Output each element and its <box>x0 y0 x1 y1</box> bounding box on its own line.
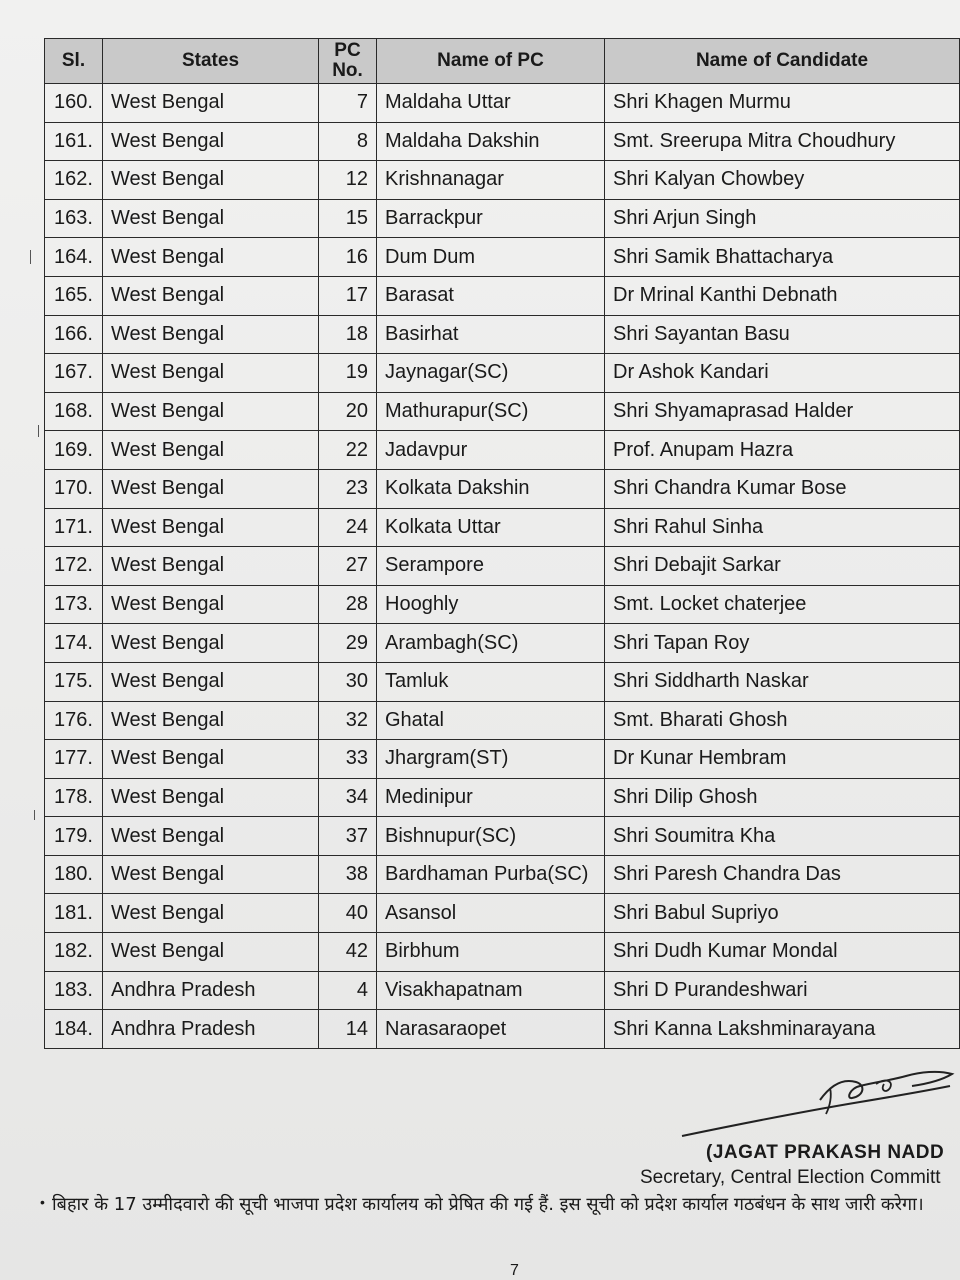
cell-state: West Bengal <box>103 199 319 238</box>
cell-candidate: Shri Dilip Ghosh <box>605 778 960 817</box>
cell-candidate: Shri Debajit Sarkar <box>605 547 960 586</box>
cell-pc-name: Asansol <box>377 894 605 933</box>
cell-state: West Bengal <box>103 933 319 972</box>
table-row <box>45 276 960 315</box>
cell-candidate: Shri Sayantan Basu <box>605 315 960 354</box>
cell-candidate: Shri Dudh Kumar Mondal <box>605 933 960 972</box>
candidate-table <box>44 38 960 1049</box>
cell-sl: 173. <box>45 585 103 624</box>
cell-pc-no: 28 <box>319 585 377 624</box>
cell-pc-no: 7 <box>319 84 377 123</box>
cell-pc-no: 34 <box>319 778 377 817</box>
cell-candidate: Shri Soumitra Kha <box>605 817 960 856</box>
table-row <box>45 508 960 547</box>
cell-sl: 169. <box>45 431 103 470</box>
cell-sl: 161. <box>45 122 103 161</box>
cell-sl: 184. <box>45 1010 103 1049</box>
table-row <box>45 354 960 393</box>
margin-mark <box>34 810 35 820</box>
table-row <box>45 971 960 1010</box>
cell-pc-no: 40 <box>319 894 377 933</box>
cell-sl: 179. <box>45 817 103 856</box>
cell-pc-no: 38 <box>319 855 377 894</box>
cell-pc-name: Mathurapur(SC) <box>377 392 605 431</box>
cell-pc-no: 33 <box>319 740 377 779</box>
cell-sl: 163. <box>45 199 103 238</box>
cell-state: West Bengal <box>103 315 319 354</box>
cell-sl: 178. <box>45 778 103 817</box>
cell-state: West Bengal <box>103 508 319 547</box>
cell-pc-no: 27 <box>319 547 377 586</box>
cell-pc-no: 20 <box>319 392 377 431</box>
cell-sl: 170. <box>45 469 103 508</box>
table-row <box>45 585 960 624</box>
cell-state: West Bengal <box>103 354 319 393</box>
margin-mark <box>38 425 39 437</box>
header-pc-no <box>319 39 377 84</box>
cell-sl: 166. <box>45 315 103 354</box>
cell-pc-name: Bardhaman Purba(SC) <box>377 855 605 894</box>
cell-sl: 174. <box>45 624 103 663</box>
cell-pc-no: 16 <box>319 238 377 277</box>
cell-pc-no: 15 <box>319 199 377 238</box>
cell-pc-name: Barasat <box>377 276 605 315</box>
header-sl: Sl. <box>45 39 103 84</box>
cell-pc-name: Medinipur <box>377 778 605 817</box>
cell-state: West Bengal <box>103 894 319 933</box>
cell-pc-no: 23 <box>319 469 377 508</box>
cell-pc-no: 19 <box>319 354 377 393</box>
table-row <box>45 547 960 586</box>
cell-candidate: Shri D Purandeshwari <box>605 971 960 1010</box>
cell-pc-name: Hooghly <box>377 585 605 624</box>
table-row <box>45 84 960 123</box>
cell-pc-name: Visakhapatnam <box>377 971 605 1010</box>
cell-candidate: Shri Paresh Chandra Das <box>605 855 960 894</box>
cell-pc-name: Barrackpur <box>377 199 605 238</box>
header-name-of-pc: Name of PC <box>377 39 605 84</box>
cell-state: West Bengal <box>103 701 319 740</box>
cell-pc-no: 17 <box>319 276 377 315</box>
cell-pc-no: 37 <box>319 817 377 856</box>
cell-state: West Bengal <box>103 392 319 431</box>
cell-candidate: Shri Siddharth Naskar <box>605 662 960 701</box>
cell-pc-name: Jadavpur <box>377 431 605 470</box>
table-body <box>45 84 960 1049</box>
cell-state: West Bengal <box>103 84 319 123</box>
cell-candidate: Dr Kunar Hembram <box>605 740 960 779</box>
table-row <box>45 122 960 161</box>
cell-pc-no: 32 <box>319 701 377 740</box>
cell-pc-no: 18 <box>319 315 377 354</box>
cell-pc-no: 8 <box>319 122 377 161</box>
table-row <box>45 778 960 817</box>
cell-candidate: Shri Shyamaprasad Halder <box>605 392 960 431</box>
cell-pc-name: Jaynagar(SC) <box>377 354 605 393</box>
page-number: 7 <box>510 1262 519 1279</box>
cell-pc-no: 22 <box>319 431 377 470</box>
cell-sl: 168. <box>45 392 103 431</box>
table-row <box>45 933 960 972</box>
cell-state: West Bengal <box>103 585 319 624</box>
cell-candidate: Shri Tapan Roy <box>605 624 960 663</box>
cell-pc-name: Ghatal <box>377 701 605 740</box>
cell-pc-no: 24 <box>319 508 377 547</box>
table-row <box>45 161 960 200</box>
signatory-title: Secretary, Central Election Committ <box>640 1167 941 1188</box>
cell-sl: 164. <box>45 238 103 277</box>
cell-sl: 175. <box>45 662 103 701</box>
cell-state: West Bengal <box>103 469 319 508</box>
cell-state: Andhra Pradesh <box>103 1010 319 1049</box>
cell-pc-no: 12 <box>319 161 377 200</box>
cell-candidate: Dr Ashok Kandari <box>605 354 960 393</box>
cell-pc-name: Basirhat <box>377 315 605 354</box>
header-states: States <box>103 39 319 84</box>
cell-sl: 172. <box>45 547 103 586</box>
cell-state: West Bengal <box>103 547 319 586</box>
cell-state: West Bengal <box>103 238 319 277</box>
header-name-of-candidate: Name of Candidate <box>605 39 960 84</box>
cell-pc-name: Narasaraopet <box>377 1010 605 1049</box>
cell-state: West Bengal <box>103 662 319 701</box>
cell-pc-no: 29 <box>319 624 377 663</box>
cell-pc-name: Jhargram(ST) <box>377 740 605 779</box>
cell-candidate: Prof. Anupam Hazra <box>605 431 960 470</box>
header-pc-line1: PC <box>334 40 361 61</box>
cell-pc-name: Tamluk <box>377 662 605 701</box>
table-row <box>45 894 960 933</box>
cell-pc-name: Serampore <box>377 547 605 586</box>
cell-candidate: Shri Samik Bhattacharya <box>605 238 960 277</box>
table-header <box>45 39 960 84</box>
cell-sl: 182. <box>45 933 103 972</box>
signatory-name: (JAGAT PRAKASH NADD <box>706 1142 945 1163</box>
cell-pc-name: Arambagh(SC) <box>377 624 605 663</box>
cell-pc-no: 4 <box>319 971 377 1010</box>
table-row <box>45 662 960 701</box>
cell-candidate: Shri Babul Supriyo <box>605 894 960 933</box>
table-row <box>45 624 960 663</box>
cell-candidate: Dr Mrinal Kanthi Debnath <box>605 276 960 315</box>
signature-image <box>680 1066 960 1146</box>
table-row <box>45 392 960 431</box>
header-pc-line2: No. <box>332 60 363 81</box>
cell-candidate: Shri Chandra Kumar Bose <box>605 469 960 508</box>
cell-state: West Bengal <box>103 276 319 315</box>
cell-sl: 165. <box>45 276 103 315</box>
cell-pc-name: Maldaha Dakshin <box>377 122 605 161</box>
cell-candidate: Smt. Bharati Ghosh <box>605 701 960 740</box>
cell-pc-no: 42 <box>319 933 377 972</box>
cell-state: West Bengal <box>103 740 319 779</box>
table-row <box>45 740 960 779</box>
cell-sl: 176. <box>45 701 103 740</box>
cell-pc-name: Kolkata Uttar <box>377 508 605 547</box>
note-bullet: • <box>40 1194 45 1210</box>
cell-candidate: Shri Kanna Lakshminarayana <box>605 1010 960 1049</box>
cell-pc-name: Krishnanagar <box>377 161 605 200</box>
table-row <box>45 431 960 470</box>
cell-candidate: Shri Kalyan Chowbey <box>605 161 960 200</box>
table-row <box>45 315 960 354</box>
cell-pc-no: 30 <box>319 662 377 701</box>
cell-candidate: Shri Rahul Sinha <box>605 508 960 547</box>
table-row <box>45 1010 960 1049</box>
cell-state: West Bengal <box>103 778 319 817</box>
cell-state: West Bengal <box>103 161 319 200</box>
cell-candidate: Smt. Locket chaterjee <box>605 585 960 624</box>
table-row <box>45 199 960 238</box>
cell-pc-no: 14 <box>319 1010 377 1049</box>
table-row <box>45 469 960 508</box>
cell-candidate: Shri Arjun Singh <box>605 199 960 238</box>
cell-state: West Bengal <box>103 122 319 161</box>
table-row <box>45 817 960 856</box>
cell-sl: 181. <box>45 894 103 933</box>
cell-pc-name: Dum Dum <box>377 238 605 277</box>
cell-state: West Bengal <box>103 624 319 663</box>
cell-state: West Bengal <box>103 817 319 856</box>
cell-sl: 160. <box>45 84 103 123</box>
cell-pc-name: Birbhum <box>377 933 605 972</box>
cell-pc-name: Maldaha Uttar <box>377 84 605 123</box>
cell-sl: 183. <box>45 971 103 1010</box>
table-row <box>45 855 960 894</box>
cell-sl: 171. <box>45 508 103 547</box>
hindi-note: बिहार के 17 उम्मीदवारो की सूची भाजपा प्रदेश कार्यालय को प्रेषित की गई हैं. इस सूची को प्रदेश कार्याल गठबंधन के साथ जारी करेगा। <box>52 1194 924 1215</box>
margin-mark <box>30 250 31 264</box>
table-row <box>45 701 960 740</box>
cell-candidate: Smt. Sreerupa Mitra Choudhury <box>605 122 960 161</box>
cell-sl: 167. <box>45 354 103 393</box>
cell-candidate: Shri Khagen Murmu <box>605 84 960 123</box>
cell-state: West Bengal <box>103 431 319 470</box>
table-row <box>45 238 960 277</box>
cell-sl: 162. <box>45 161 103 200</box>
cell-sl: 177. <box>45 740 103 779</box>
cell-state: Andhra Pradesh <box>103 971 319 1010</box>
cell-state: West Bengal <box>103 855 319 894</box>
cell-pc-name: Kolkata Dakshin <box>377 469 605 508</box>
cell-pc-name: Bishnupur(SC) <box>377 817 605 856</box>
cell-sl: 180. <box>45 855 103 894</box>
